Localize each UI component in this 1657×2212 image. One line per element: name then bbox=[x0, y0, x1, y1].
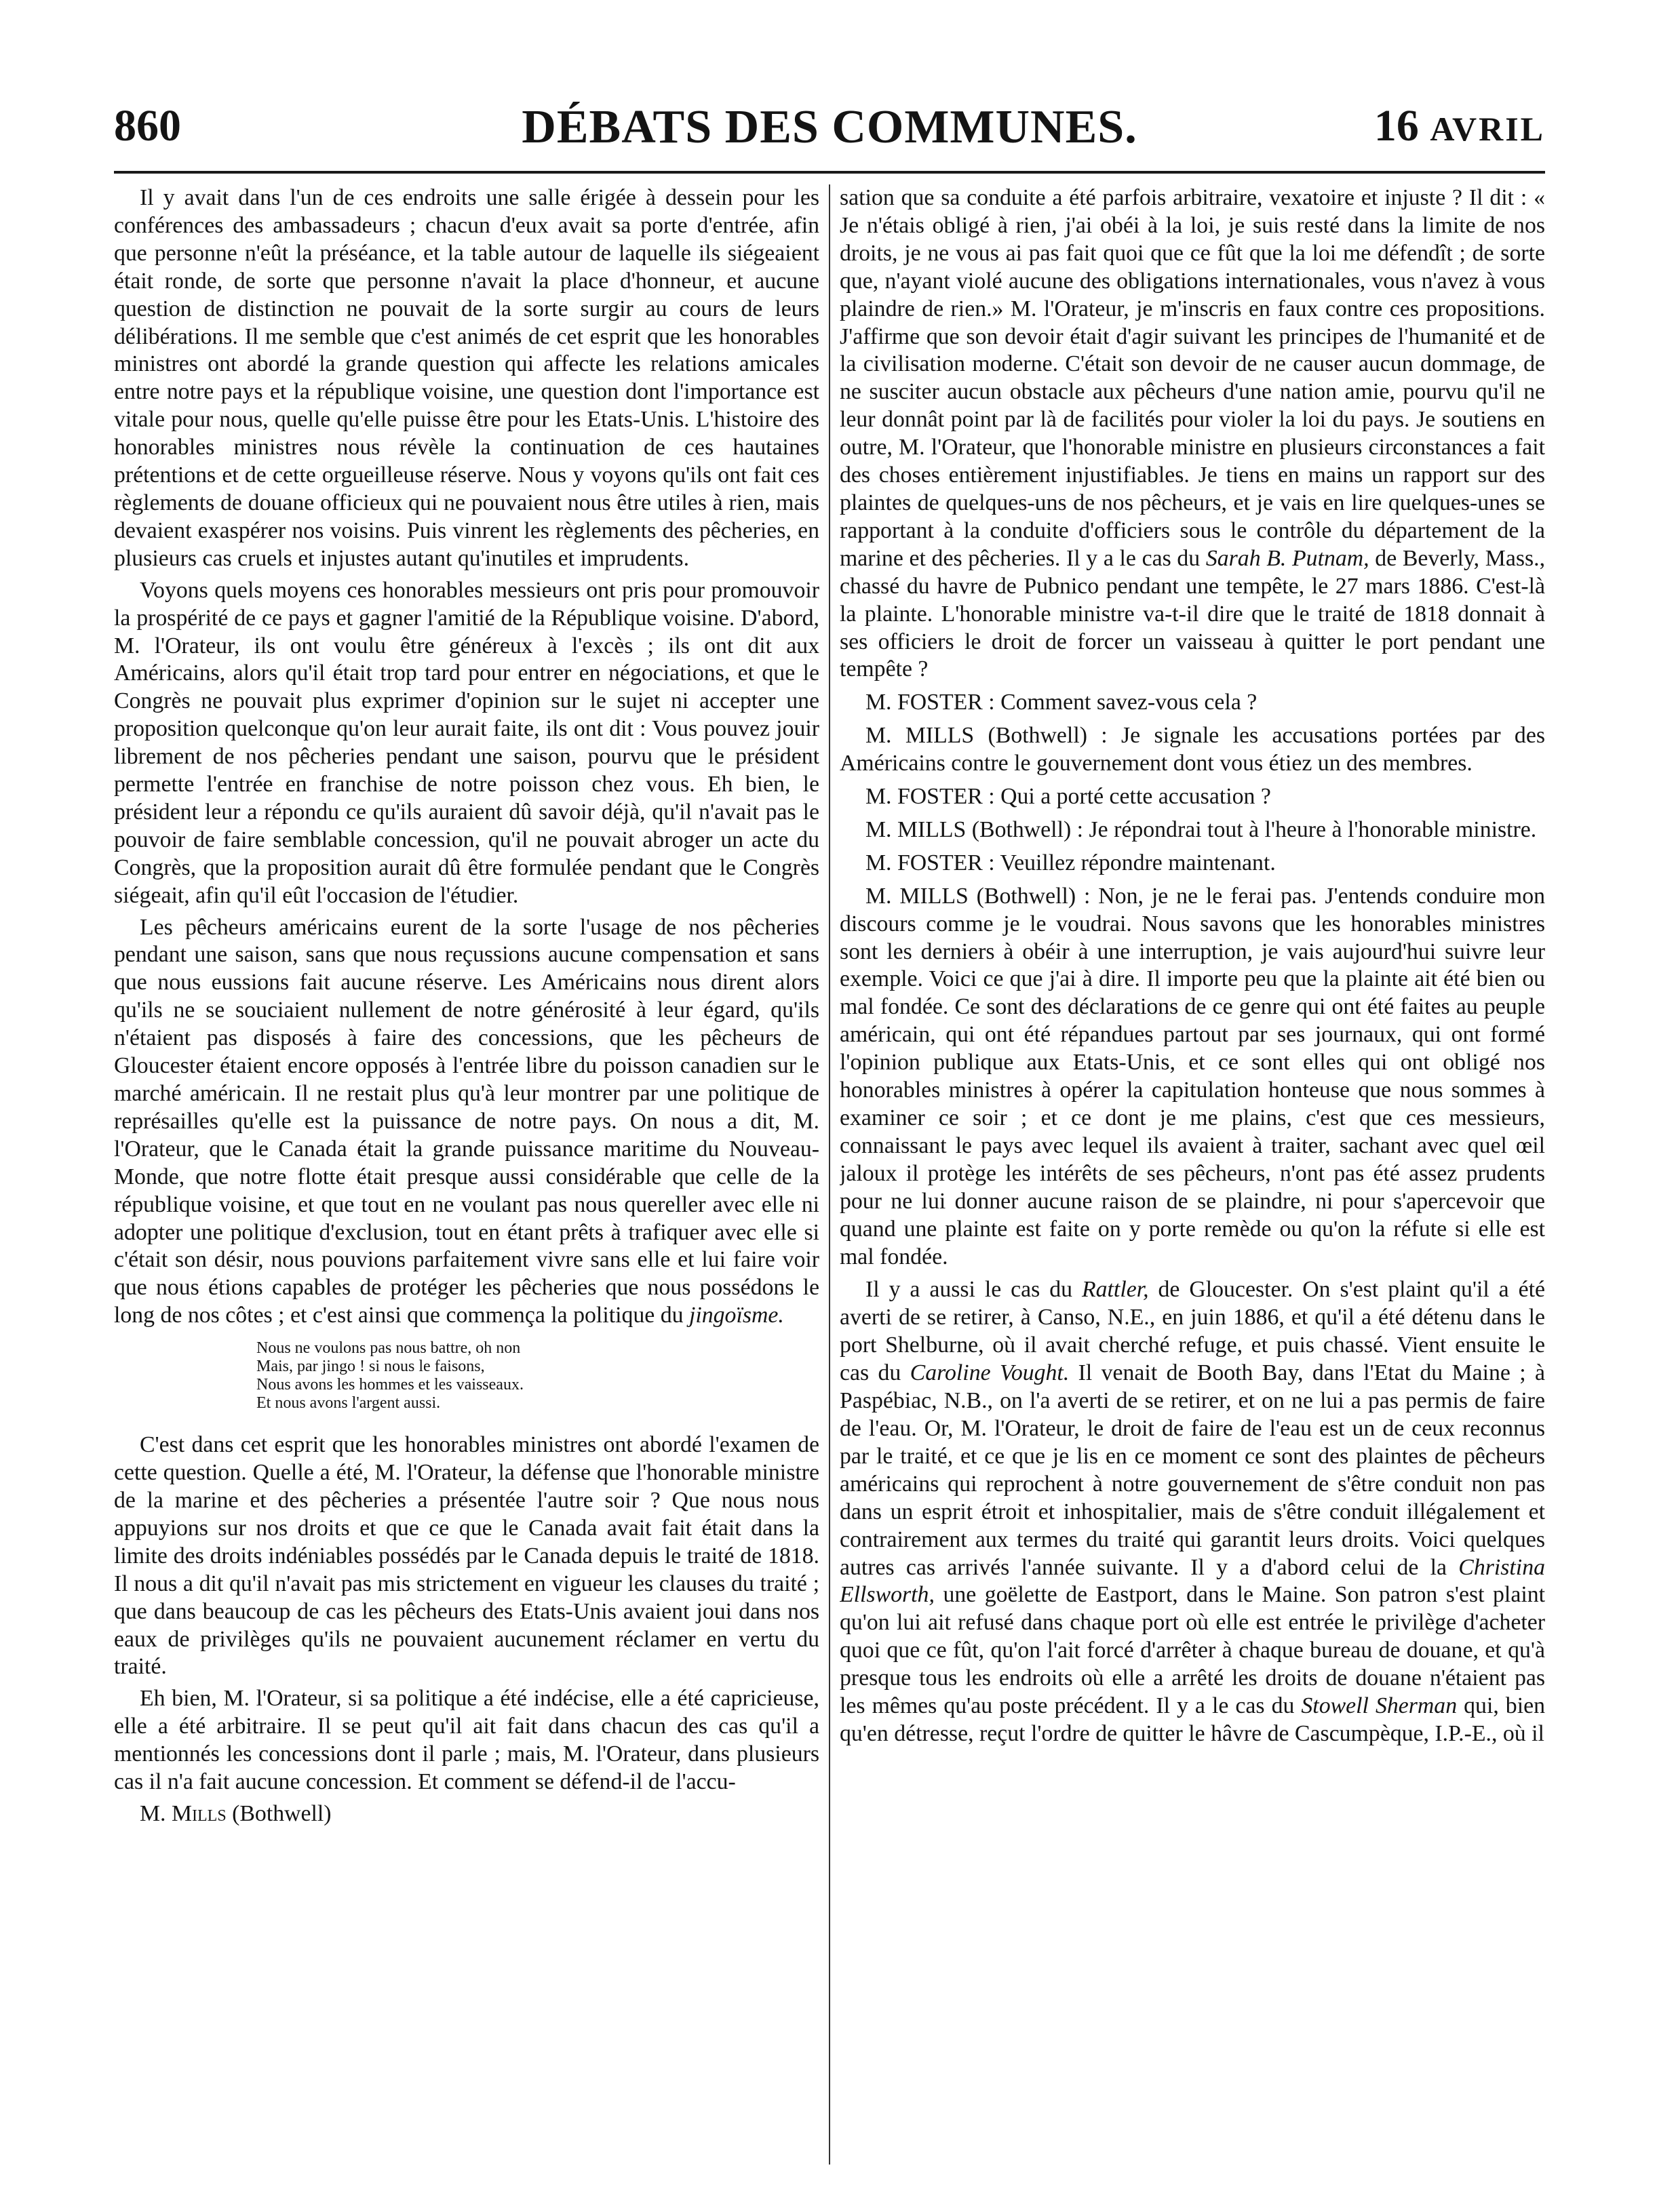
dialogue-line: M. FOSTER : Qui a porté cette accusation ? bbox=[865, 784, 1271, 810]
right-column bbox=[840, 184, 1545, 2171]
paragraph: Voyons quels moyens ces honorables messieurs ont pris pour promouvoir la prospérité de ce pays et gagner l'amitié de la République voisine. D'abord, M. l'Orateur, ils ont voulu être généreux à l'excès ; ils ont dit aux Américains, alors qu'il était trop tard pour entrer en négociations, et que le Congrès ne pouvait plus exprimer d'opinion sur le sujet ni accepter une proposition quelconque qu'on leur aurait faite, ils ont dit : Vous pouvez jouir librement de nos pêcheries pendant une saison, pourvu que le président permette l'entrée en franchise de notre poisson chez vous. Eh bien, le président leur a répondu ce qu'ils auraient dû savoir déjà, qu'il n'avait pas le pouvoir de faire semblable concession, qu'il ne pouvait abroger un acte du Congrès, que la proposition aurait dû être formulée pendant que le Congrès siégeait, afin qu'il eût l'occasion de l'étudier. bbox=[114, 577, 819, 908]
paragraph-text: Les pêcheurs américains eurent de la sorte l'usage de nos pêcheries pendant une saison, sans que nous reçussions aucune compensation et sans que nous eussions fait aucune réserve. Les Américains nous dirent alors qu'ils ne se souciaient nullement de notre générosité à leur égard, qu'ils n'étaient pas disposés à faire des concessions, que les pêcheurs de Gloucester étaient encore opposés à l'entrée libre du poisson canadien sur le marché américain. Il ne restait plus qu'à leur montrer par une politique de représailles qu'elle est la puissance de notre pays. On nous a dit, M. l'Orateur, que le Canada était la grande puissance maritime du Nouveau-Monde, que notre flotte était presque aussi considérable que celle de la république voisine, et que tout en ne voulant pas nous quereller avec elle ni adopter une politique d'exclusion, tout en étant prêts à trafiquer avec elle si c'était son désir, nous pouvions parfaitement vivre sans elle et lui faire voir que nous étions capables de protéger les pêcheries que nous possédons le long de nos côtes ; et c'est ainsi que commença la politique du bbox=[114, 914, 819, 1328]
page-date bbox=[1374, 100, 1545, 152]
verse-line: Nous avons les hommes et les vaisseaux. bbox=[256, 1376, 524, 1394]
verse-line: Et nous avons l'argent aussi. bbox=[256, 1394, 441, 1413]
verse-line: Nous ne voulons pas nous battre, oh non bbox=[256, 1339, 521, 1358]
date-day: 16 bbox=[1373, 101, 1419, 151]
paragraph: C'est dans cet esprit que les honorables ministres ont abordé l'examen de cette question. Quelle a été, M. l'Orateur, la défense que l'honorable ministre de la marine et des pêcheries a présentée l'autre soir ? Que nous nous appuyions sur nos droits et que ce que le Canada avait fait était dans la limite des droits indéniables possédés par le Canada depuis le traité de 1818. Il nous a dit qu'il n'avait pas mis strictement en vigueur les clauses du traité ; que dans beaucoup de cas les pêcheurs des Etats-Unis avaient joui dans nos eaux de privilèges qu'ils ne pouvaient aucunement réclamer en vertu du traité. bbox=[114, 1432, 819, 1680]
page-number: 860 bbox=[114, 101, 181, 151]
verse-line: Mais, par jingo ! si nous le faisons, bbox=[256, 1358, 485, 1376]
dialogue-line: M. MILLS (Bothwell) : Je signale les accusations portées par des Américains contre le gouvernement dont vous étiez un des membres. bbox=[840, 723, 1545, 776]
left-column bbox=[114, 184, 819, 2171]
dialogue-line: M. FOSTER : Veuillez répondre maintenant. bbox=[865, 850, 1276, 875]
vessel-name: Rattler, bbox=[1082, 1277, 1149, 1303]
page-title: DÉBATS DES COMMUNES. bbox=[522, 101, 1137, 153]
vessel-name: Stowell Sherman bbox=[1301, 1693, 1458, 1719]
dialogue-line: M. MILLS (Bothwell) : Je répondrai tout à l'heure à l'honorable ministre. bbox=[865, 816, 1537, 842]
paragraph bbox=[840, 184, 1545, 684]
vessel-name: Sarah B. Putnam, bbox=[1205, 545, 1369, 571]
header-rule bbox=[114, 171, 1545, 174]
speaker-byline bbox=[114, 1800, 819, 1828]
vessel-name: Christina Ellsworth, bbox=[840, 1554, 1545, 1608]
column-divider bbox=[829, 184, 830, 2165]
dialogue-line: M. FOSTER : Comment savez-vous cela ? bbox=[865, 690, 1258, 715]
paragraph-text: Il y a aussi le cas du bbox=[865, 1277, 1073, 1303]
page-header bbox=[114, 94, 1545, 168]
paragraph-text: sation que sa conduite a été parfois arbitraire, vexatoire et injuste ? Il dit : « Je n'étais obligé à rien, j'ai obéi à la loi, je suis resté dans la limite de nos droits, je ne vous ai pas fait quoi que ce fût que la loi me défendît ; de sorte que, n'ayant violé aucune des obligations internationales, vous n'avez à vous plaindre de rien.» M. l'Orateur, je m'inscris en faux contre ces propositions. J'affirme que son devoir était d'agir suivant les principes de l'humanité et de la civilisation moderne. C'était son devoir de ne causer aucun dommage, de ne susciter aucun obstacle aux pêcheurs d'une nation amie, pourvu qu'il ne leur donnât point par là de facilités pour violer la loi du pays. Je soutiens en outre, M. l'Orateur, que l'honorable ministre en plusieurs circonstances a fait des choses entièrement injustifiables. Je tiens en mains un rapport sur des plaintes de quelques-uns de nos pêcheurs, et je vais en lire quelques-unes se rapportant à la conduite d'officiers sous le contrôle du département de la marine et des pêcheries. Il y a le cas du bbox=[840, 185, 1545, 571]
paragraph: Il y avait dans l'un de ces endroits une salle érigée à dessein pour les conférences des ambassadeurs ; chacun d'eux avait sa porte d'entrée, afin que personne n'eût la préséance, et la table autour de laquelle ils siégeaient était ronde, de sorte que personne n'avait la place d'honneur, et aucune question de distinction ne pouvait de la sorte surgir au cours de leurs délibérations. Il me semble que c'est animés de cet esprit que les honorables ministres ont abordé la grande question qui affecte les relations amicales entre notre pays et la république voisine, une question dont l'importance est vitale pour nous, quelle qu'elle puisse être pour les Etats-Unis. L'histoire des honorables ministres nous révèle la continuation de ces hautaines prétentions et de cette orgueilleuse réserve. Nous y voyons qu'ils ont fait ces règlements de douane officieux qui ne pouvaient nous être utiles à rien, mais devaient exaspérer nos voisins. Puis vinrent les règlements des pêcheries, en plusieurs cas cruels et injustes autant qu'inutiles et imprudents. bbox=[114, 185, 819, 571]
date-month: AVRIL bbox=[1430, 110, 1545, 148]
italic-term: jingoïsme. bbox=[688, 1303, 784, 1328]
vessel-name: Caroline Vought. bbox=[910, 1360, 1070, 1386]
dialogue-line: M. MILLS (Bothwell) : Non, je ne le ferai pas. J'entends conduire mon discours comme je le voudrai. Nous savons que les honorables ministres sont les derniers à obéir à une interruption, je vais aujourd'hui suivre leur exemple. Voici ce que j'ai à dire. Il importe peu que la plainte ait été bien ou mal fondée. Ce sont des déclarations de ce genre qui ont été faites au peuple américain, qui ont été répandues partout par ses journaux, qui ont formé l'opinion publique aux Etats-Unis, et ce sont elles qui ont obligé nos honorables ministres à opérer la capitulation honteuse que nous sommes à examiner ce soir ; et ce dont je me plains, c'est que ces messieurs, connaissant le pays avec lequel ils avaient à traiter, sachant avec quel œil jaloux il protège les intérêts de ses pêcheurs, n'ont pas été assez prudents pour ne lui donner aucune raison de se plaindre, ni pour s'apercevoir que quand une plainte est faite on y porte remède ou qu'on la réfute si elle est mal fondée. bbox=[840, 883, 1545, 1269]
verse-quote bbox=[256, 1339, 819, 1413]
paragraph-text: de Gloucester. On s'est plaint qu'il a été averti de se retirer, à Canso, N.E., en juin 1886, et qu'il a été détenu dans le port Shelburne, où il avait cherché refuge, et puis chassé. Vient ensuite le cas du bbox=[840, 1277, 1545, 1386]
byline-riding: (Bothwell) bbox=[232, 1800, 332, 1826]
paragraph-text: de Beverly, Mass., chassé du havre de Pubnico pendant une tempête, le 27 mars 1886. C'est-là la plainte. L'honorable ministre va-t-il dire que le traité de 1818 donnait à ses officiers le droit de forcer un vaisseau à quitter le port pendant une tempête ? bbox=[840, 545, 1545, 682]
paragraph-text: qui, bien qu'en détresse, reçut l'ordre de quitter le hâvre de Cascumpèque, I.P.-E., où il bbox=[840, 1693, 1545, 1746]
paragraph-text: une goëlette de Eastport, dans le Maine. Son patron s'est plaint qu'on lui ait refusé dans chaque port où elle est entrée le privilège d'acheter quoi que ce fût, qu'on l'ait forcé d'arrêter à chaque bureau de douane, et qu'à presque tous les endroits où elle a arrêté les droits de douane n'étaient pas les mêmes qu'au poste précédent. Il y a le cas du bbox=[840, 1582, 1545, 1719]
paragraph bbox=[840, 1276, 1545, 1747]
paragraph: Eh bien, M. l'Orateur, si sa politique a été indécise, elle a été capricieuse, elle a été arbitraire. Il se peut qu'il ait fait dans chacun des cas qu'il a mentionnés les concessions dont il parle ; mais, M. l'Orateur, dans plusieurs cas il n'a fait aucune concession. Et comment se défend-il de l'accu- bbox=[114, 1686, 819, 1795]
paragraph-text: Il venait de Booth Bay, dans l'Etat du Maine ; à Paspébiac, N.B., on l'a averti de se retirer, et on ne lui a pas permis de faire de l'eau. Or, M. l'Orateur, le droit de faire de l'eau est un de ceux reconnus par le traité, et ce que je lis en ce moment ce sont des plaintes de pêcheurs américains qui reprochent à notre gouvernement de s'être conduit non pas dans un esprit étroit et inhospitalier, mais de s'être conduit illégalement et contrairement aux termes du traité qui garantit leurs droits. Voici quelques autres cas arrivés l'année suivante. Il y a d'abord celui de la bbox=[840, 1360, 1545, 1580]
byline-name: M. Mills bbox=[140, 1800, 227, 1826]
paragraph bbox=[114, 914, 819, 1330]
